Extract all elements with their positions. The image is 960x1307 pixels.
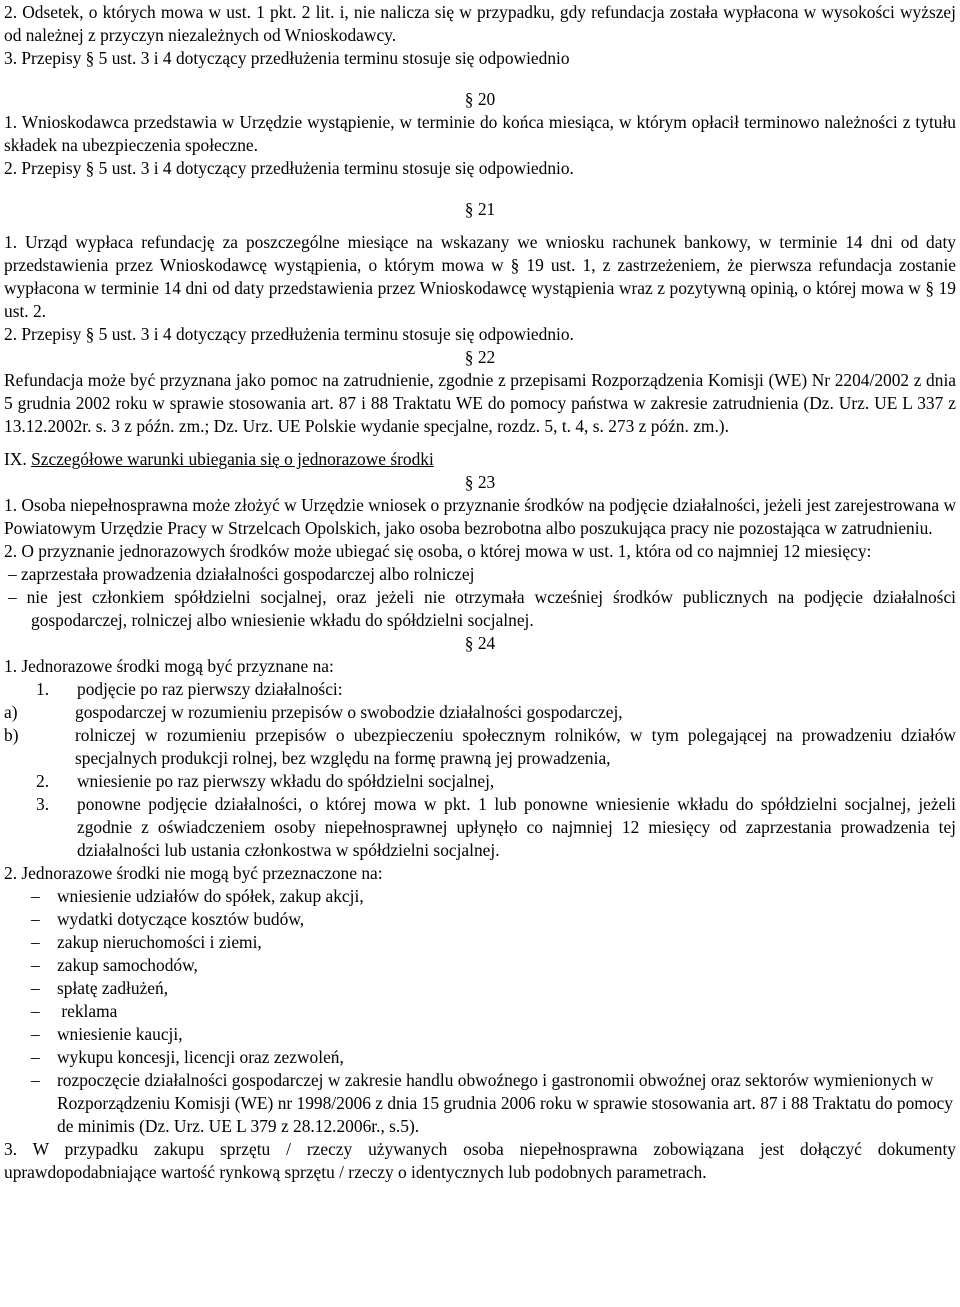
list-item-text: wniesienie po raz pierwszy wkładu do spółdzielni socjalnej, [77, 771, 495, 791]
list-item-label: 3. [36, 794, 50, 814]
list-item: – spłatę zadłużeń, [31, 978, 169, 998]
list-item-label: b) [4, 725, 19, 745]
section-20-paragraph-2: 2. Przepisy § 5 ust. 3 i 4 dotyczący przedłużenia terminu stosuje się odpowiednio. [4, 158, 574, 178]
list-item: – wydatki dotyczące kosztów budów, [31, 909, 305, 929]
section-23-dash-1: – zaprzestała prowadzenia działalności gospodarczej albo rolniczej [8, 564, 475, 584]
list-item-label: a) [4, 702, 18, 722]
list-item-text: gospodarczej w rozumieniu przepisów o swobodzie działalności gospodarczej, [75, 702, 623, 722]
list-item: – wykupu koncesji, licencji oraz zezwoleń, [31, 1047, 344, 1067]
list-item: – zakup nieruchomości i ziemi, [31, 932, 262, 952]
list-item [4, 701, 956, 724]
section-23-dash-2: – nie jest członkiem spółdzielni socjalnej, oraz jeżeli nie otrzymała wcześniej środków publicznych na podjęcie działalności gospodarczej, rolniczej albo wniesienie wkładu do spółdzielni socjalnej. [8, 587, 956, 630]
list-item: – wniesienie udziałów do spółek, zakup akcji, [31, 886, 364, 906]
paragraph-odsetek: 2. Odsetek, o których mowa w ust. 1 pkt. 2 lit. i, nie nalicza się w przypadku, gdy refundacja została wypłacona w wysokości wyższej od należnej z przyczyn niezależnych od Wnioskodawcy. [4, 2, 956, 45]
section-24-paragraph-3: 3. W przypadku zakupu sprzętu / rzeczy używanych osoba niepełnosprawna zobowiązana jest dołączyć dokumenty uprawdopodabniające wartość rynkową sprzętu / rzeczy o identycznych lub podobnych parametrach. [4, 1139, 956, 1182]
chapter-heading [4, 448, 956, 471]
list-item-text: ponowne podjęcie działalności, o której mowa w pkt. 1 lub ponowne wniesienie wkładu do spółdzielni socjalnej, jeżeli zgodnie z oświadczeniem osoby niepełnosprawnej upłynęło co najmniej 12 miesięcy od zaprzestania prowadzenia tej działalności lub ustania członkostwa w spółdzielni socjalnej. [77, 794, 956, 860]
paragraph-przepisy: 3. Przepisy § 5 ust. 3 i 4 dotyczący przedłużenia terminu stosuje się odpowiednio [4, 48, 570, 68]
section-23-paragraph-1: 1. Osoba niepełnosprawna może złożyć w Urzędzie wniosek o przyznanie środków na podjęcie działalności, jeżeli jest zarejestrowana w Powiatowym Urzędzie Pracy w Strzelcach Opolskich, jako osoba bezrobotna albo poszukująca pracy nie pozostająca w zatrudnieniu. [4, 495, 956, 538]
section-heading-24: § 24 [464, 633, 496, 653]
section-heading-21: § 21 [464, 199, 496, 219]
list-item [4, 724, 956, 770]
list-item-label: 1. [36, 679, 50, 699]
list-item-text: rolniczej w rozumieniu przepisów o ubezpieczeniu społecznym rolników, w tym polegającej na prowadzeniu działów specjalnych produkcji rolnej, bez względu na formę prawną jej prowadzenia, [75, 725, 956, 768]
list-item-text: podjęcie po raz pierwszy działalności: [77, 679, 343, 699]
list-item: – rozpoczęcie działalności gospodarczej w zakresie handlu obwoźnego i gastronomii obwoźnej oraz sektorów wymienionych w Rozporządzeniu Komisji (WE) nr 1998/2006 z dnia 15 grudnia 2006 roku w sprawie stosowania art. 87 i 88 Traktatu do pomocy de minimis (Dz. Urz. UE L 379 z 28.12.2006r., s.5). [31, 1070, 953, 1136]
section-heading-23: § 23 [464, 472, 496, 492]
list-item: – wniesienie kaucji, [31, 1024, 183, 1044]
list-item-label: 2. [36, 771, 50, 791]
list-item: – zakup samochodów, [31, 955, 198, 975]
list-item [4, 770, 956, 793]
list-item [4, 793, 956, 862]
chapter-number: IX. [4, 449, 27, 469]
list-item [4, 678, 956, 701]
section-21-paragraph-1: 1. Urząd wypłaca refundację za poszczególne miesiące na wskazany we wniosku rachunek bankowy, w terminie 14 dni od daty przedstawienia przez Wnioskodawcę wystąpienia, o którym mowa w § 19 ust. 1, z zastrzeżeniem, że pierwsza refundacja zostanie wypłacona w terminie 14 dni od daty przedstawienia przez Wnioskodawcę wystąpienia wraz z pozytywną opinią, o której mowa w § 19 ust. 2. [4, 232, 956, 321]
exclusions-list [4, 885, 956, 1138]
chapter-title: Szczegółowe warunki ubiegania się o jednorazowe środki [31, 449, 434, 469]
section-22-paragraph: Refundacja może być przyznana jako pomoc na zatrudnienie, zgodnie z przepisami Rozporządzenia Komisji (WE) Nr 2204/2002 z dnia 5 grudnia 2002 roku w sprawie stosowania art. 87 i 88 Traktatu WE do pomocy państwa w zakresie zatrudnienia (Dz. Urz. UE L 337 z 13.12.2002r. s. 3 z późn. zm.; Dz. Urz. UE Polskie wydanie specjalne, rozdz. 5, t. 4, s. 273 z późn. zm.). [4, 370, 956, 436]
section-heading-20: § 20 [464, 89, 496, 109]
section-23-paragraph-2: 2. O przyznanie jednorazowych środków może ubiegać się osoba, o której mowa w ust. 1, która od co najmniej 12 miesięcy: [4, 541, 872, 561]
section-24-paragraph-2: 2. Jednorazowe środki nie mogą być przeznaczone na: [4, 863, 383, 883]
list-item: – reklama [31, 1001, 118, 1021]
section-heading-22: § 22 [464, 347, 496, 367]
section-21-paragraph-2: 2. Przepisy § 5 ust. 3 i 4 dotyczący przedłużenia terminu stosuje się odpowiednio. [4, 324, 574, 344]
section-20-paragraph-1: 1. Wnioskodawca przedstawia w Urzędzie wystąpienie, w terminie do końca miesiąca, w którym opłacił terminowo należności z tytułu składek na ubezpieczenia społeczne. [4, 112, 956, 155]
section-24-paragraph-1: 1. Jednorazowe środki mogą być przyznane na: [4, 656, 334, 676]
